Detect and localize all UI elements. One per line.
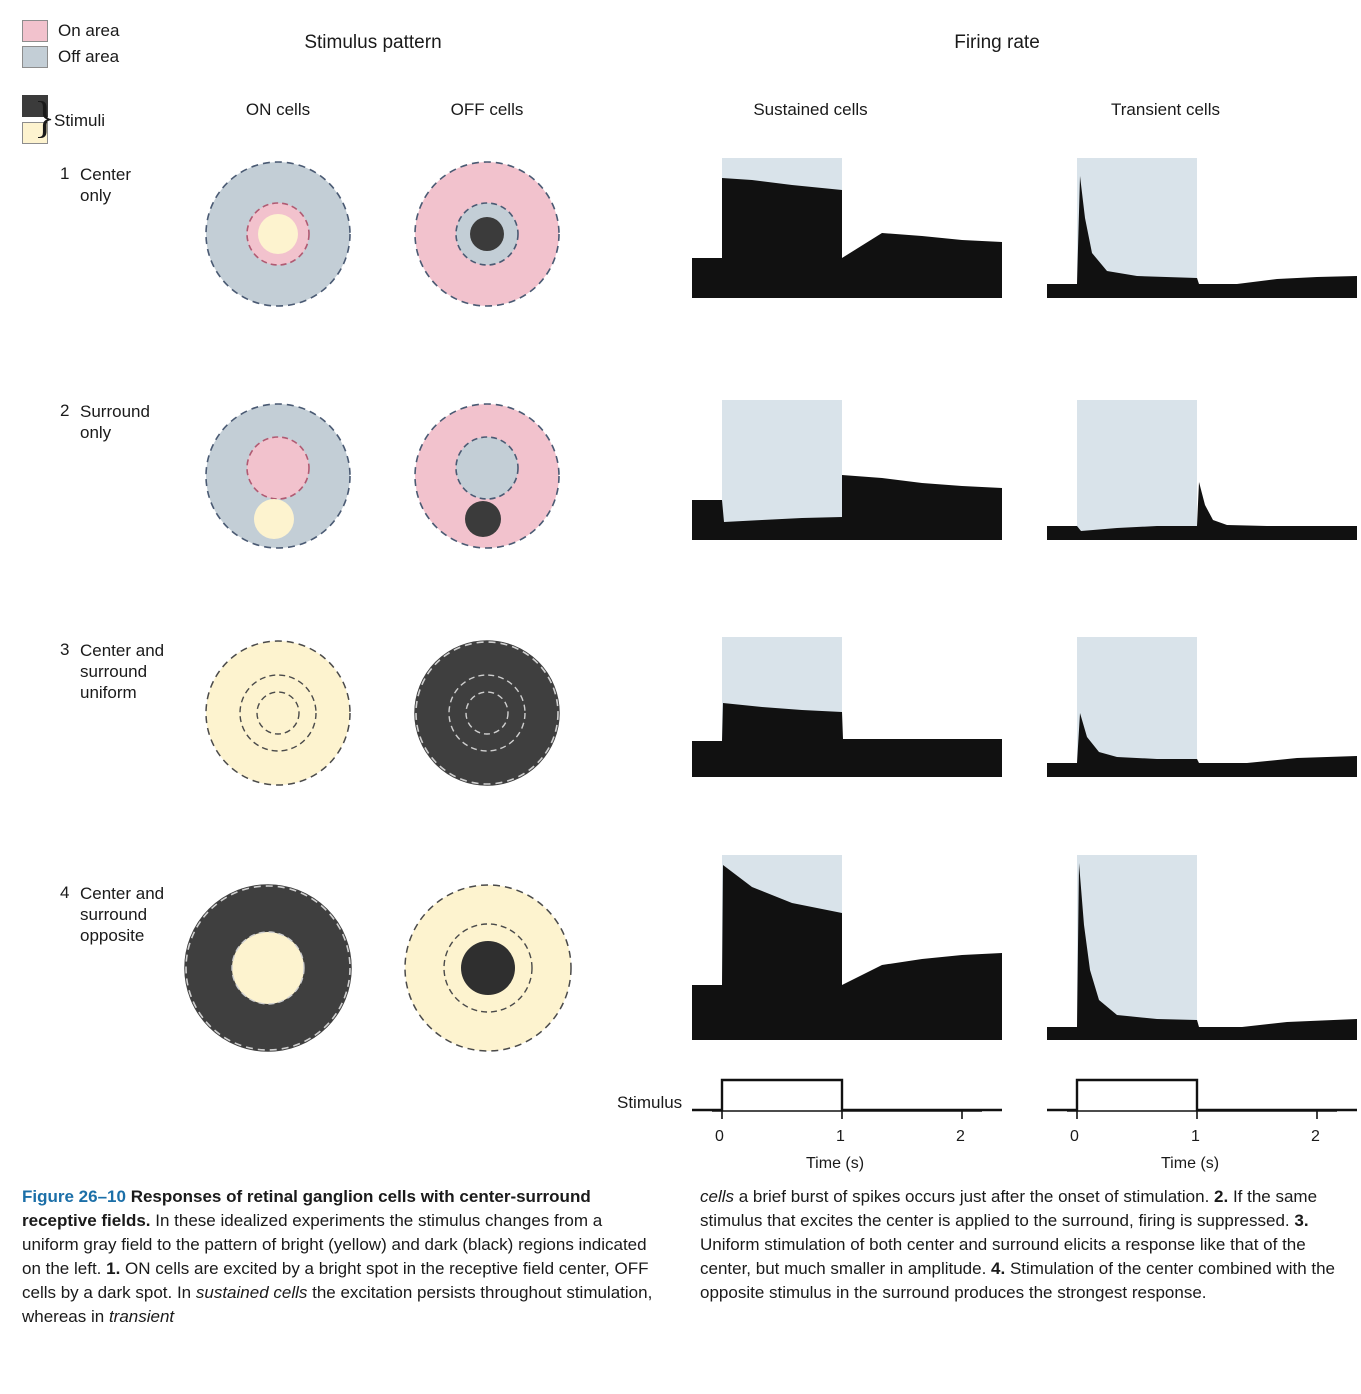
row-label-3: Center and surround uniform	[80, 641, 165, 702]
rf-diagram-row3-on-cell	[202, 637, 354, 789]
heading-stimulus-pattern: Stimulus pattern	[304, 32, 442, 53]
heading-firing-rate: Firing rate	[954, 32, 1040, 53]
heading-sustained-cells: Sustained cells	[753, 100, 868, 119]
time-axis-transient	[1047, 1110, 1357, 1126]
heading-on-cells: ON cells	[245, 100, 311, 119]
row-number-2: 2	[60, 401, 70, 420]
on-area-swatch-icon	[22, 20, 48, 42]
trace-row4-sustained	[692, 855, 1002, 1040]
row-label-4: Center and surround opposite	[80, 884, 165, 945]
rf-diagram-row2-on-cell	[202, 400, 354, 552]
row-number-3: 3	[60, 640, 70, 659]
trace-row2-transient	[1047, 400, 1357, 540]
tick-label-transient-1: 1	[1191, 1128, 1200, 1145]
off-area-swatch-icon	[22, 46, 48, 68]
tick-label-transient-0: 0	[1070, 1128, 1079, 1145]
rf-diagram-row4-on-cell	[180, 880, 332, 1032]
trace-row3-sustained	[692, 637, 1002, 777]
caption-right-text: cells a brief burst of spikes occurs just after the onset of stimulation. 2. If the same stimulus that excites the center is applied to the surround, firing is suppressed. 3. Uniform stimulation of both center and surround elicits a response like that of the center, but much smaller in amplitude. 4. Stimulation of the center combined with the opposite stimulus in the surround produces the strongest response.	[700, 1187, 1336, 1302]
rf-diagram-row2-off-cell	[411, 400, 563, 552]
legend-label-off-area: Off area	[58, 47, 120, 66]
row-label-1: Center only	[80, 165, 132, 205]
heading-off-cells: OFF cells	[450, 100, 524, 119]
legend-label-stimuli: Stimuli	[54, 111, 106, 130]
legend	[22, 18, 232, 70]
trace-row2-sustained	[692, 400, 1002, 540]
axis-title-time-transient: Time (s)	[1161, 1155, 1220, 1172]
row-label-2: Surround only	[80, 402, 150, 442]
stimulus-trace-label: Stimulus	[617, 1093, 683, 1112]
trace-row3-transient	[1047, 637, 1357, 777]
row-number-1: 1	[60, 164, 70, 183]
tick-label-sustained-2: 2	[956, 1128, 965, 1145]
rf-diagram-row4-off-cell	[400, 880, 552, 1032]
axis-title-time-sustained: Time (s)	[806, 1155, 865, 1172]
trace-row1-sustained	[692, 158, 1002, 298]
rf-diagram-row3-off-cell	[411, 637, 563, 789]
rf-diagram-row1-off-cell	[411, 158, 563, 310]
row-number-4: 4	[60, 883, 70, 902]
legend-item-on-area	[22, 18, 232, 44]
tick-label-sustained-0: 0	[715, 1128, 724, 1145]
brace-icon: }	[34, 93, 56, 142]
legend-item-off-area	[22, 44, 232, 70]
trace-row1-transient	[1047, 158, 1357, 298]
caption-left-text: In these idealized experiments the stimulus changes from a uniform gray field to the pattern of bright (yellow) and dark (black) regions indicated on the left. 1. ON cells are excited by a bright spot in the receptive field center, OFF cells by a dark spot. In sustained cells the excitation persists throughout stimulation, whereas in transient	[22, 1211, 653, 1326]
caption-title: Responses of retinal ganglion cells with center-surround receptive fields.	[22, 1187, 591, 1230]
legend-label-on-area: On area	[58, 21, 120, 40]
trace-row4-transient	[1047, 855, 1357, 1040]
caption-left	[22, 1185, 662, 1329]
caption-figure-number: Figure 26–10	[22, 1187, 126, 1206]
tick-label-sustained-1: 1	[836, 1128, 845, 1145]
tick-label-transient-2: 2	[1311, 1128, 1320, 1145]
time-axis-sustained	[692, 1110, 1002, 1126]
rf-diagram-row1-on-cell	[202, 158, 354, 310]
caption-right	[700, 1185, 1340, 1305]
heading-transient-cells: Transient cells	[1111, 100, 1220, 119]
